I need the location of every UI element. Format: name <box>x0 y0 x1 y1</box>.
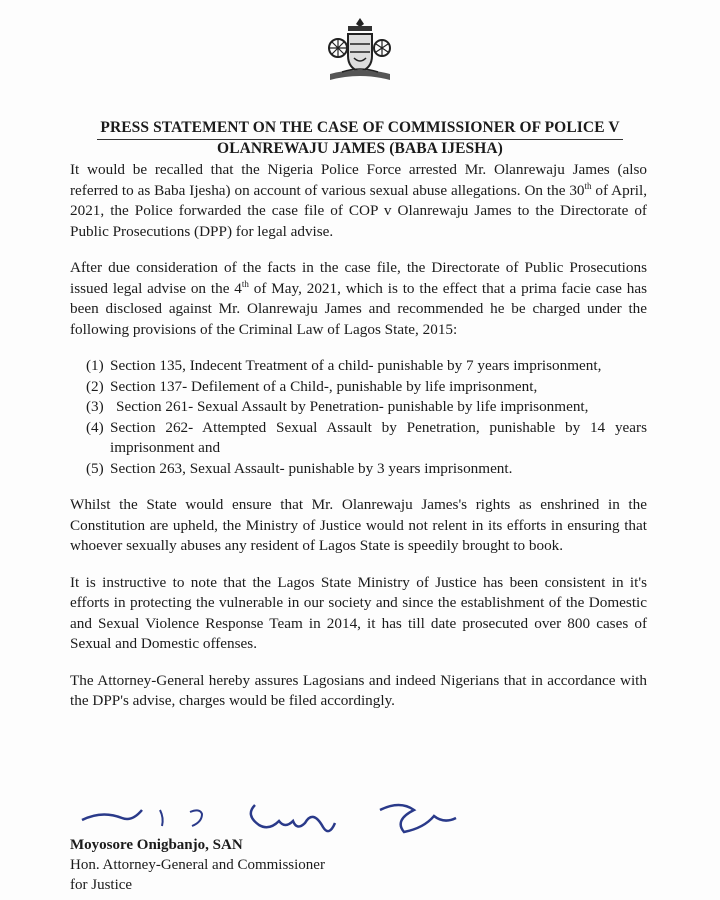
list-item: (4) Section 262- Attempted Sexual Assault by Penetration, punishable by 14 years imprisonment and <box>86 418 647 456</box>
title-line-1: PRESS STATEMENT ON THE CASE OF COMMISSIONER OF POLICE V <box>100 119 620 136</box>
statement-title <box>0 117 720 159</box>
paragraph-arrest: It would be recalled that the Nigeria Police Force arrested Mr. Olanrewaju James (also referred to as Baba Ijesha) on account of various sexual abuse allegations. On the 30th of April, 2021, the Police forwarded the case file of COP v Olanrewaju James to the Directorate of Public Prosecutions (DPP) for legal advise. <box>70 161 647 240</box>
paragraph-assurance: The Attorney-General hereby assures Lagosians and indeed Nigerians that in accordance with the DPP's advise, charges would be filed accordingly. <box>70 671 647 709</box>
paragraph-rights: Whilst the State would ensure that Mr. Olanrewaju James's rights as enshrined in the Constitution are upheld, the Ministry of Justice would not relent in its efforts in ensuring that whoever sexually abuses any resident of Lagos State is speedily brought to book. <box>70 496 647 554</box>
paragraph-legal-advice: After due consideration of the facts in the case file, the Directorate of Public Prosecutions issued legal advise on the 4th of May, 2021, which is to the effect that a prima facie case has been disclosed against Mr. Olanrewaju James and recommended he be charged under the following provisions of the Criminal Law of Lagos State, 2015: <box>70 259 647 338</box>
paragraph-ministry-efforts: It is instructive to note that the Lagos State Ministry of Justice has been consistent in it's efforts in protecting the vulnerable in our society and since the establishment of the Domestic and Sexual Violence Response Team in 2014, it has till date prosecuted over 800 cases of Sexual and Domestic offenses. <box>70 573 647 652</box>
list-item: (1) Section 135, Indecent Treatment of a child- punishable by 7 years imprisonment, <box>86 357 602 374</box>
list-item: (3) Section 261- Sexual Assault by Penetration- punishable by life imprisonment, <box>86 398 589 415</box>
handwritten-signature <box>80 790 500 840</box>
coat-of-arms-icon <box>320 12 400 92</box>
list-item: (5) Section 263, Sexual Assault- punishable by 3 years imprisonment. <box>86 459 513 477</box>
provisions-list <box>70 356 647 479</box>
statement-body <box>70 160 647 728</box>
title-line-2: OLANREWAJU JAMES (BABA IJESHA) <box>217 140 503 157</box>
signatory-block <box>70 835 325 895</box>
signatory-title-line-2: for Justice <box>70 877 133 893</box>
list-item: (2) Section 137- Defilement of a Child-, punishable by life imprisonment, <box>86 377 538 395</box>
signatory-title-line-1: Hon. Attorney-General and Commissioner <box>70 857 325 873</box>
signatory-name: Moyosore Onigbanjo, SAN <box>70 837 243 853</box>
title-underline <box>97 139 623 140</box>
